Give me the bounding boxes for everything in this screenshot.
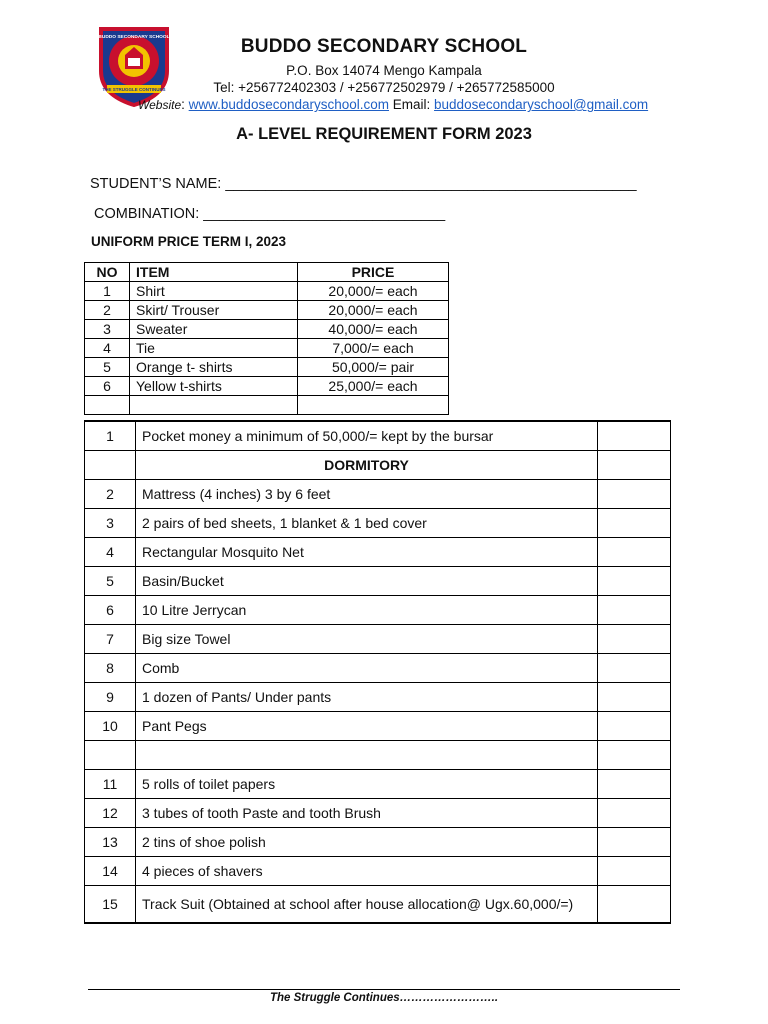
website-label: Website <box>138 98 182 112</box>
requirement-row <box>85 857 671 886</box>
requirement-item-cell: Big size Towel <box>136 625 598 654</box>
uniform-price-cell <box>298 396 449 415</box>
requirement-no-cell: 8 <box>85 654 136 683</box>
requirement-row <box>85 828 671 857</box>
uniform-item-cell: Skirt/ Trouser <box>130 301 298 320</box>
requirement-no-cell: 11 <box>85 770 136 799</box>
uniform-no-cell: 6 <box>85 377 130 396</box>
svg-text:BUDDO SECONDARY SCHOOL: BUDDO SECONDARY SCHOOL <box>98 35 170 40</box>
requirement-check-cell[interactable] <box>598 567 671 596</box>
student-name-field[interactable]: STUDENT’S NAME: ___________________________________________________ <box>90 176 637 192</box>
requirement-check-cell[interactable] <box>598 828 671 857</box>
uniform-row <box>85 396 449 415</box>
requirement-check-cell[interactable] <box>598 625 671 654</box>
requirement-item-cell: 2 tins of shoe polish <box>136 828 598 857</box>
website-separator: : <box>181 97 189 112</box>
requirement-no-cell: 2 <box>85 480 136 509</box>
requirement-no-cell: 15 <box>85 886 136 924</box>
requirement-no-cell: 1 <box>85 421 136 451</box>
requirements-table <box>84 420 671 924</box>
requirement-row <box>85 567 671 596</box>
requirement-check-cell[interactable] <box>598 770 671 799</box>
requirement-no-cell <box>85 741 136 770</box>
requirement-item-cell: Track Suit (Obtained at school after house allocation@ Ugx.60,000/=) <box>136 886 598 924</box>
uniform-item-cell: Sweater <box>130 320 298 339</box>
uniform-item-cell: Yellow t-shirts <box>130 377 298 396</box>
uniform-no-cell <box>85 396 130 415</box>
requirement-item-cell: Mattress (4 inches) 3 by 6 feet <box>136 480 598 509</box>
uniform-row <box>85 301 449 320</box>
footer-motto: The Struggle Continues…………………….. <box>269 992 499 1004</box>
requirement-check-cell[interactable] <box>598 509 671 538</box>
requirement-no-cell: 5 <box>85 567 136 596</box>
uniform-price-heading: UNIFORM PRICE TERM I, 2023 <box>91 234 287 249</box>
requirement-row <box>85 654 671 683</box>
requirement-no-cell: 3 <box>85 509 136 538</box>
requirement-check-cell[interactable] <box>598 451 671 480</box>
requirement-row <box>85 596 671 625</box>
requirement-row <box>85 683 671 712</box>
header-no: NO <box>85 263 130 282</box>
section-header-row <box>85 451 671 480</box>
requirement-row <box>85 480 671 509</box>
uniform-no-cell: 3 <box>85 320 130 339</box>
requirement-check-cell[interactable] <box>598 741 671 770</box>
requirement-item-cell: Basin/Bucket <box>136 567 598 596</box>
requirement-row <box>85 509 671 538</box>
section-title: DORMITORY <box>136 451 598 480</box>
uniform-item-cell: Tie <box>130 339 298 358</box>
requirement-check-cell[interactable] <box>598 799 671 828</box>
uniform-price-table <box>84 262 449 415</box>
requirement-item-cell: Pant Pegs <box>136 712 598 741</box>
uniform-no-cell: 1 <box>85 282 130 301</box>
header-item: ITEM <box>130 263 298 282</box>
uniform-row <box>85 339 449 358</box>
requirement-row <box>85 799 671 828</box>
uniform-row <box>85 358 449 377</box>
requirement-check-cell[interactable] <box>598 596 671 625</box>
requirement-check-cell[interactable] <box>598 538 671 567</box>
requirement-no-cell: 13 <box>85 828 136 857</box>
uniform-price-cell: 25,000/= each <box>298 377 449 396</box>
requirement-check-cell[interactable] <box>598 857 671 886</box>
requirement-no-cell: 7 <box>85 625 136 654</box>
requirement-item-cell: 5 rolls of toilet papers <box>136 770 598 799</box>
requirement-item-cell: 1 dozen of Pants/ Under pants <box>136 683 598 712</box>
uniform-table-header <box>85 263 449 282</box>
combination-field[interactable]: COMBINATION: ______________________________ <box>94 206 446 222</box>
form-title: A- LEVEL REQUIREMENT FORM 2023 <box>236 125 532 143</box>
requirement-check-cell[interactable] <box>598 654 671 683</box>
email-link[interactable]: buddosecondaryschool@gmail.com <box>434 97 649 112</box>
requirement-item-cell: Comb <box>136 654 598 683</box>
uniform-row <box>85 377 449 396</box>
requirement-row <box>85 421 671 451</box>
requirement-check-cell[interactable] <box>598 886 671 924</box>
email-label: Email: <box>389 97 435 112</box>
uniform-price-cell: 20,000/= each <box>298 301 449 320</box>
svg-text:THE STRUGGLE CONTINUES: THE STRUGGLE CONTINUES <box>102 87 166 92</box>
requirement-no-cell: 4 <box>85 538 136 567</box>
uniform-price-cell: 7,000/= each <box>298 339 449 358</box>
requirement-check-cell[interactable] <box>598 421 671 451</box>
uniform-row <box>85 282 449 301</box>
uniform-item-cell: Shirt <box>130 282 298 301</box>
uniform-no-cell: 5 <box>85 358 130 377</box>
requirement-check-cell[interactable] <box>598 480 671 509</box>
requirement-no-cell: 12 <box>85 799 136 828</box>
website-link[interactable]: www.buddosecondaryschool.com <box>188 97 390 112</box>
contact-line <box>138 97 648 112</box>
uniform-row <box>85 320 449 339</box>
requirement-no-cell: 10 <box>85 712 136 741</box>
requirement-row <box>85 625 671 654</box>
requirement-row <box>85 741 671 770</box>
uniform-no-cell: 2 <box>85 301 130 320</box>
requirement-row <box>85 886 671 924</box>
school-name: BUDDO SECONDARY SCHOOL <box>240 36 528 57</box>
requirement-no-cell: 14 <box>85 857 136 886</box>
requirement-row <box>85 770 671 799</box>
requirement-item-cell: 2 pairs of bed sheets, 1 blanket & 1 bed cover <box>136 509 598 538</box>
requirement-item-cell: Rectangular Mosquito Net <box>136 538 598 567</box>
footer-divider <box>88 989 680 990</box>
uniform-price-cell: 40,000/= each <box>298 320 449 339</box>
requirement-item-cell: 10 Litre Jerrycan <box>136 596 598 625</box>
header-price: PRICE <box>298 263 449 282</box>
requirement-no-cell <box>85 451 136 480</box>
uniform-price-cell: 20,000/= each <box>298 282 449 301</box>
uniform-item-cell: Orange t- shirts <box>130 358 298 377</box>
requirement-item-cell <box>136 741 598 770</box>
requirement-check-cell[interactable] <box>598 712 671 741</box>
uniform-no-cell: 4 <box>85 339 130 358</box>
requirement-row <box>85 712 671 741</box>
uniform-item-cell <box>130 396 298 415</box>
requirement-item-cell: 4 pieces of shavers <box>136 857 598 886</box>
requirement-item-cell: 3 tubes of tooth Paste and tooth Brush <box>136 799 598 828</box>
requirement-check-cell[interactable] <box>598 683 671 712</box>
requirement-row <box>85 538 671 567</box>
school-address: P.O. Box 14074 Mengo Kampala <box>286 63 482 78</box>
requirement-no-cell: 9 <box>85 683 136 712</box>
requirement-no-cell: 6 <box>85 596 136 625</box>
school-telephone: Tel: +256772402303 / +256772502979 / +265772585000 <box>213 80 555 95</box>
requirement-item-cell: Pocket money a minimum of 50,000/= kept by the bursar <box>136 421 598 451</box>
uniform-price-cell: 50,000/= pair <box>298 358 449 377</box>
